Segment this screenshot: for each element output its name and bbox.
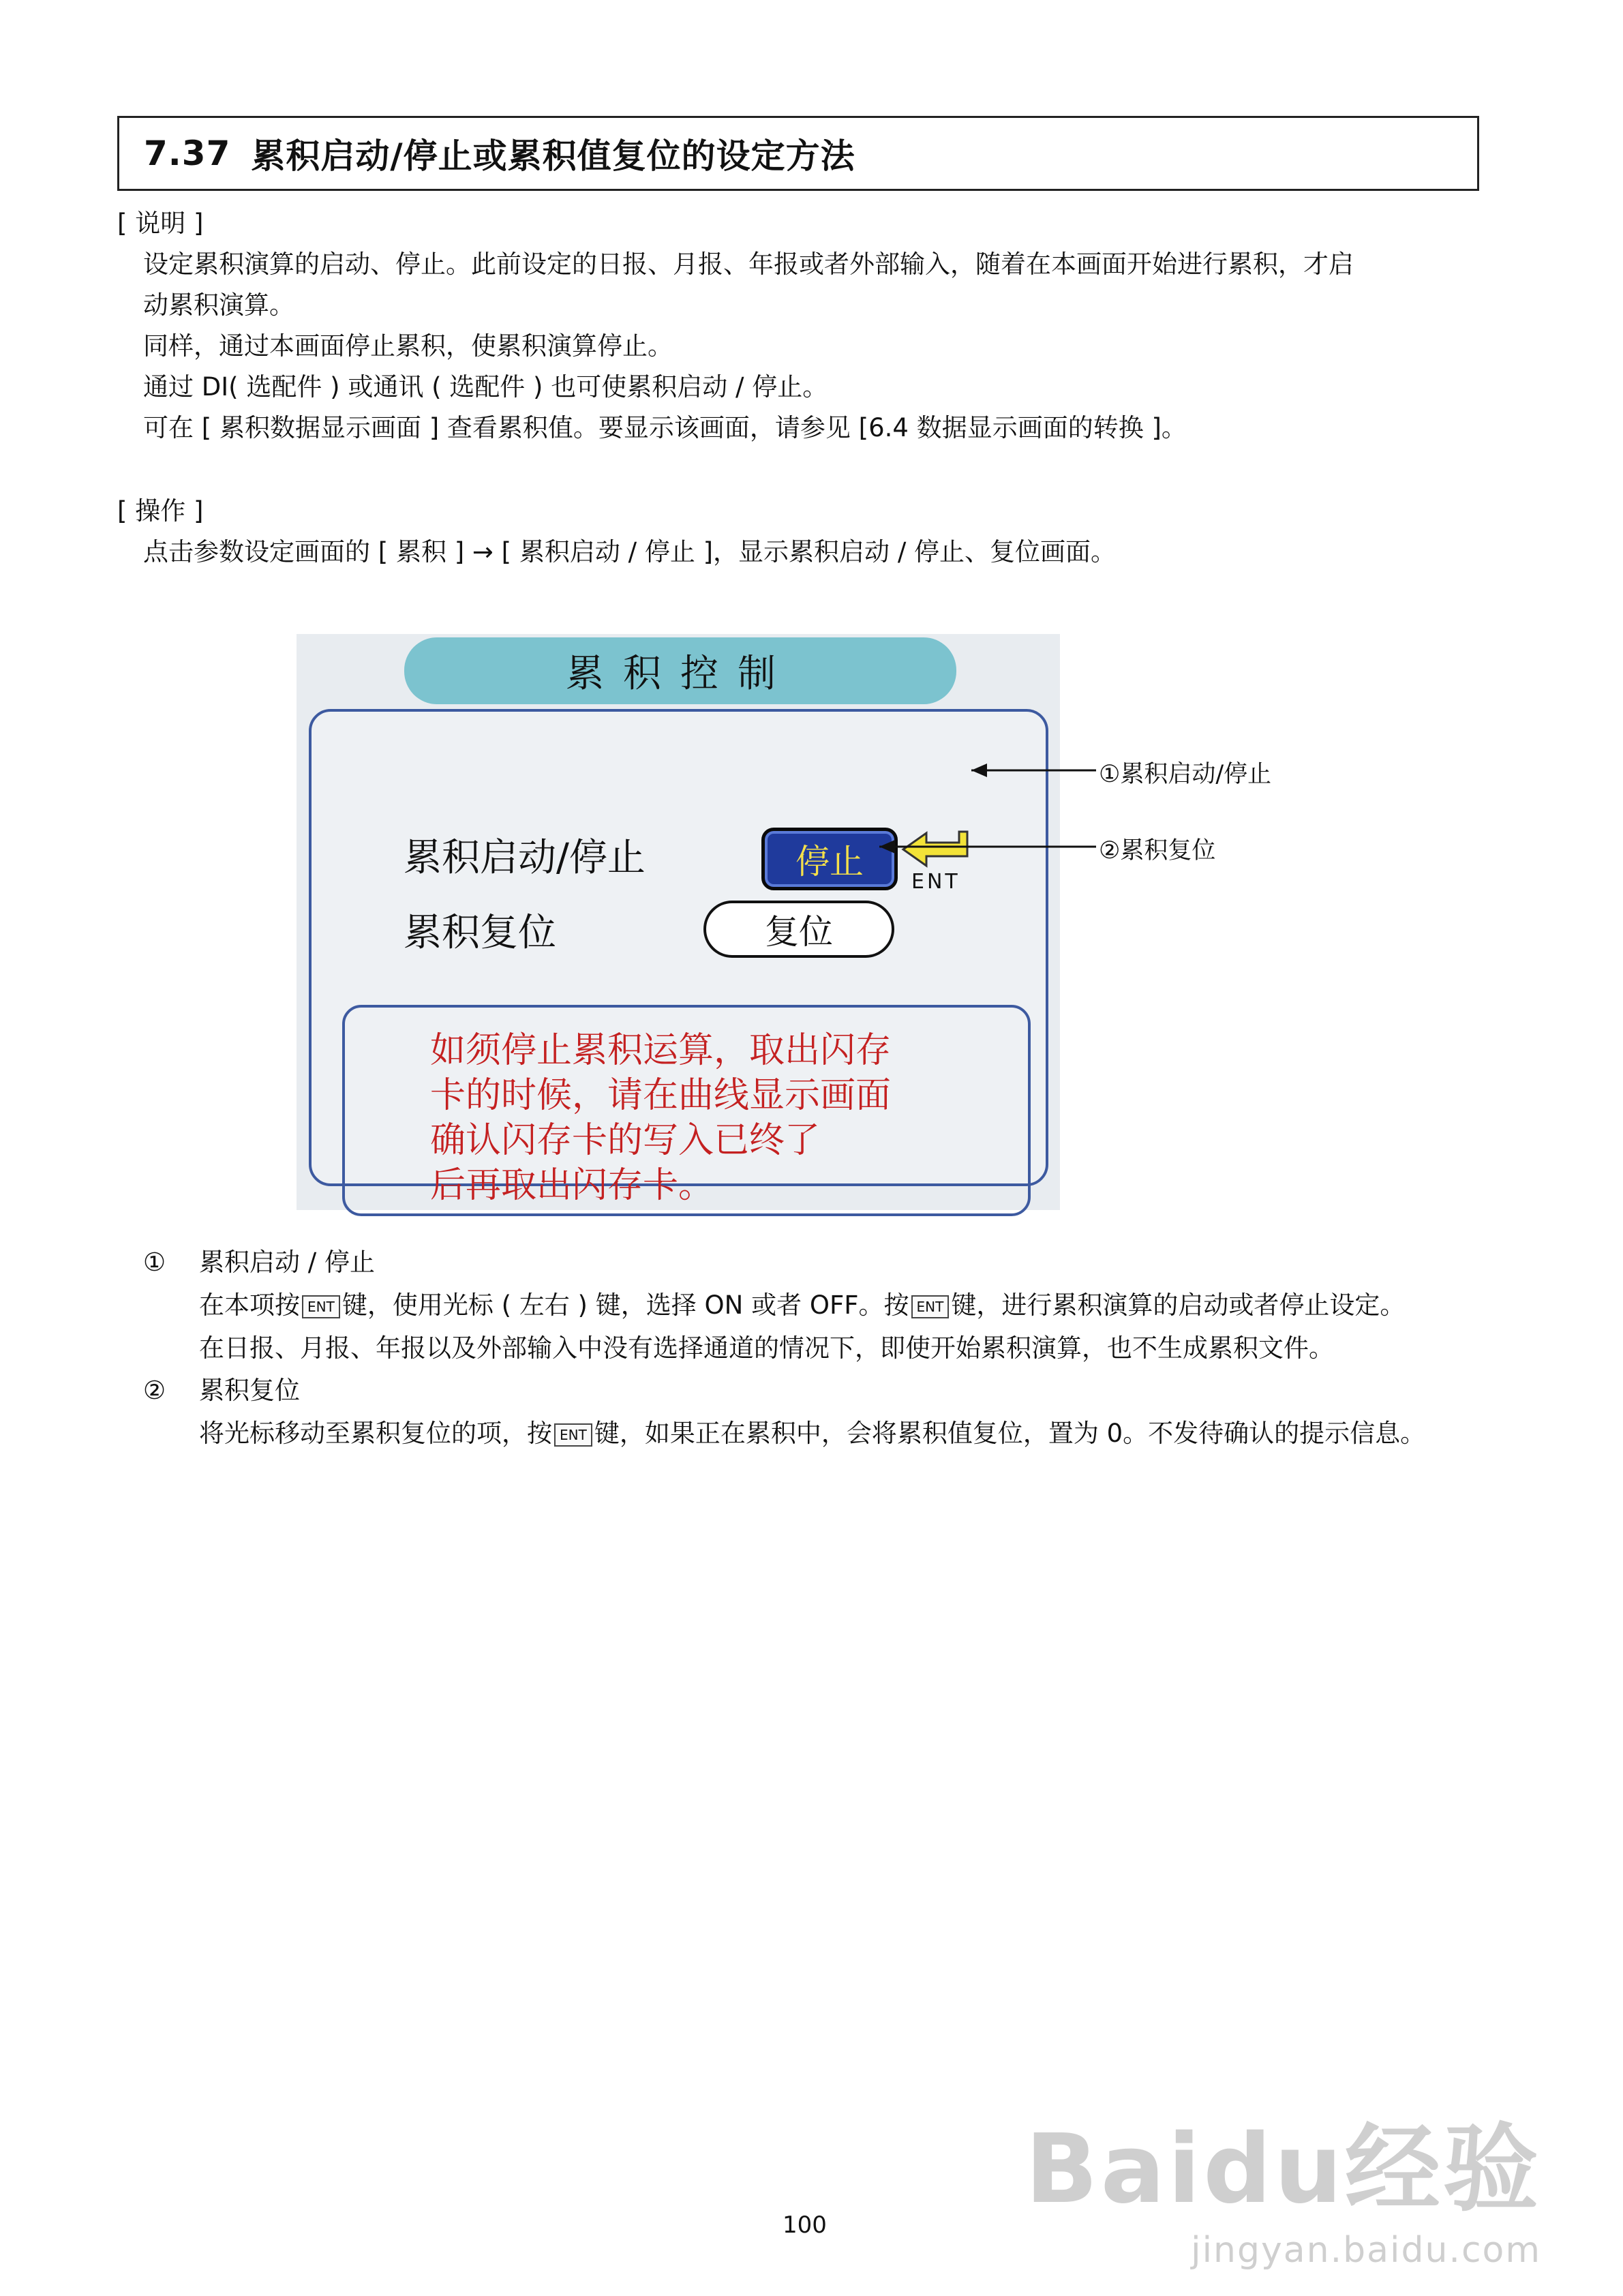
message-line-3: 确认闪存卡的写入已终了	[430, 1120, 821, 1161]
ent-key-icon: ENT	[302, 1295, 340, 1318]
note-2-line-1-a: 将光标移动至累积复位的项，按	[199, 1419, 552, 1448]
start-stop-label: 累积启动/停止	[404, 836, 646, 880]
message-line-2: 卡的时候，请在曲线显示画面	[430, 1075, 892, 1116]
explain-line-2: 动累积演算。	[143, 290, 294, 320]
callout-arrow-2	[879, 840, 1096, 854]
reset-label: 累积复位	[404, 911, 556, 955]
page-number: 100	[783, 2211, 827, 2239]
ent-key-icon: ENT	[554, 1423, 592, 1447]
note-1-title: 累积启动 / 停止	[199, 1248, 375, 1277]
callout-arrow-1	[971, 764, 1096, 777]
note-1-line-1-b: 键，使用光标 ( 左右 ) 键，选择 ON 或者 OFF。按	[342, 1290, 909, 1320]
operation-label: [ 操作 ]	[117, 496, 204, 526]
operation-line: 点击参数设定画面的 [ 累积 ] → [ 累积启动 / 停止 ]，显示累积启动 / 停止、复位画面。	[143, 537, 1117, 567]
note-1-line-1-a: 在本项按	[199, 1290, 300, 1320]
callout-2: ②累积复位	[1099, 837, 1216, 864]
note-1-line-1	[199, 1285, 1405, 1326]
note-1-line-2: 在日报、月报、年报以及外部输入中没有选择通道的情况下，即使开始累积演算，也不生成累积文件。	[199, 1333, 1334, 1363]
note-2-marker: ②	[143, 1376, 166, 1405]
explain-line-4: 通过 DI( 选配件 ) 或通讯 ( 选配件 ) 也可使累积启动 / 停止。	[143, 372, 828, 402]
stop-button[interactable]: 停止	[761, 828, 898, 890]
note-2-title: 累积复位	[199, 1376, 300, 1405]
section-title-text: 累积启动/停止或累积值复位的设定方法	[251, 136, 855, 176]
callout-1: ①累积启动/停止	[1099, 761, 1272, 788]
ent-key-icon: ENT	[911, 1295, 950, 1318]
explain-line-5: 可在 [ 累积数据显示画面 ] 查看累积值。要显示该画面，请参见 [6.4 数据显示画面的转换 ]。	[143, 413, 1187, 442]
screen-header: 累积控制	[404, 637, 956, 704]
baidu-watermark	[1025, 2093, 1541, 2271]
note-2-line-1	[199, 1413, 1425, 1454]
ent-label: ENT	[911, 870, 960, 894]
watermark-url: jingyan.baidu.com	[1191, 2230, 1541, 2271]
note-2-line-1-b: 键，如果正在累积中，会将累积值复位，置为 0。不发待确认的提示信息。	[594, 1419, 1426, 1448]
explain-line-3: 同样，通过本画面停止累积，使累积演算停止。	[143, 331, 673, 361]
explain-line-1: 设定累积演算的启动、停止。此前设定的日报、月报、年报或者外部输入，随着在本画面开始进行累积，才启	[143, 250, 1354, 279]
message-line-1: 如须停止累积运算，取出闪存	[430, 1030, 892, 1071]
message-line-4: 后再取出闪存卡。	[430, 1165, 714, 1206]
section-number: 7.37	[144, 134, 231, 173]
explain-label: [ 说明 ]	[117, 209, 204, 238]
reset-button[interactable]: 复位	[703, 901, 894, 958]
note-1-marker: ①	[143, 1248, 166, 1277]
note-1-line-1-c: 键，进行累积演算的启动或者停止设定。	[951, 1290, 1406, 1320]
watermark-brand: Baidu经验	[1025, 2114, 1541, 2225]
